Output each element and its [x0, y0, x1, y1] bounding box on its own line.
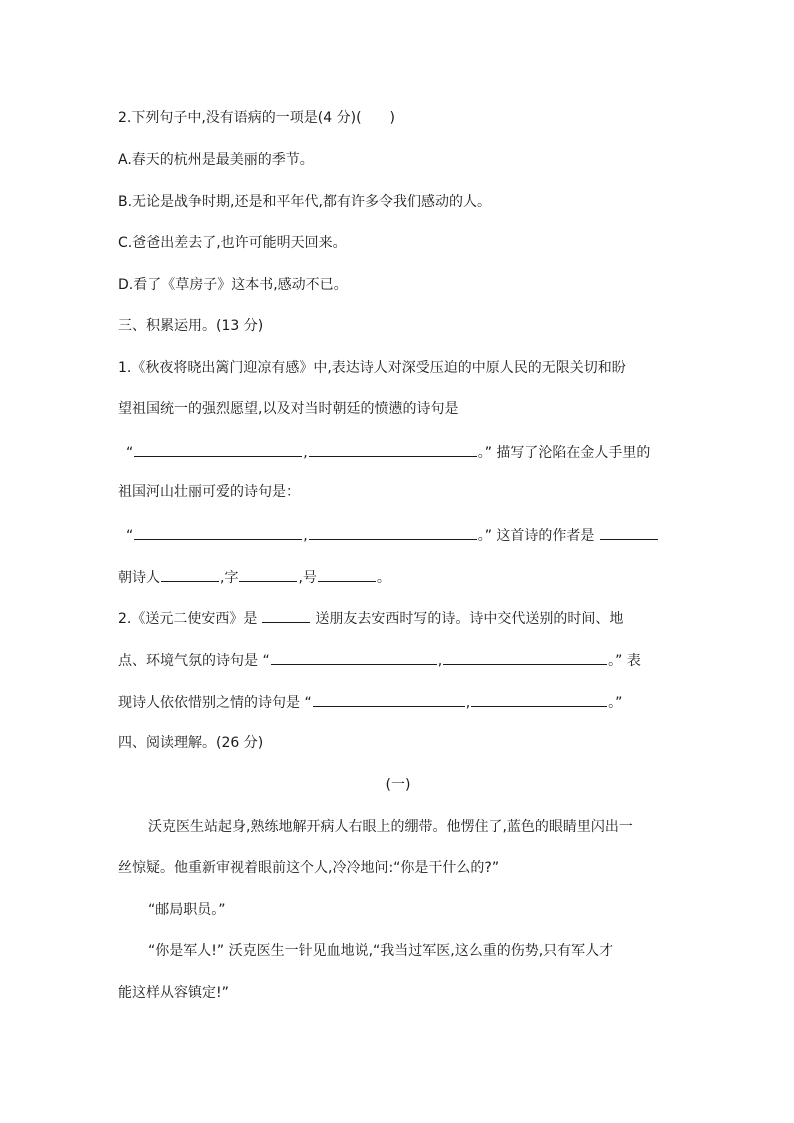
answer-blank[interactable]	[443, 648, 607, 665]
line-tail: 。” 表	[608, 653, 641, 669]
line-tail: 。”	[608, 695, 623, 711]
s3-q1-line3	[126, 440, 686, 462]
passage-part-label: (一)	[385, 777, 411, 793]
s3-q1-line5	[126, 523, 686, 545]
line-tail: 。” 这首诗的作者是	[477, 528, 595, 544]
s3-q2-line1	[118, 606, 678, 628]
s3-q1-line2: 望祖国统一的强烈愿望,以及对当时朝廷的愤懑的诗句是	[118, 401, 459, 417]
passage-p3-line1: “你是军人!” 沃克医生一针见血地说,“我当过军医,这么重的伤势,只有军人才	[148, 943, 614, 959]
s3-q1-line6	[118, 565, 678, 587]
label-pen-name: ,号	[298, 570, 317, 586]
q2-line2-text: 点、环境气氛的诗句是 “	[118, 653, 270, 669]
answer-blank-author[interactable]	[600, 523, 658, 540]
answer-blank[interactable]	[134, 440, 302, 457]
label-courtesy-name: ,字	[220, 570, 239, 586]
section-3-heading: 三、积累运用。(13 分)	[118, 318, 264, 334]
question-2-stem: 2.下列句子中,没有语病的一项是(4 分)( )	[118, 110, 396, 126]
label-dynasty-poet: 朝诗人	[118, 570, 160, 586]
answer-blank-poet-name[interactable]	[262, 606, 310, 623]
period: 。	[376, 570, 391, 586]
answer-blank[interactable]	[471, 690, 607, 707]
passage-p1-line1: 沃克医生站起身,熟练地解开病人右眼上的绷带。他愣住了,蓝色的眼睛里闪出一	[148, 819, 633, 835]
option-d: D.看了《草房子》这本书,感动不已。	[118, 277, 348, 293]
passage-p3-line2: 能这样从容镇定!”	[118, 985, 229, 1001]
s3-q1-line1: 1.《秋夜将晓出篱门迎凉有感》中,表达诗人对深受压迫的中原人民的无限关切和盼	[118, 360, 626, 376]
answer-blank[interactable]	[313, 690, 465, 707]
s3-q2-line2	[118, 648, 678, 670]
open-quote: “	[126, 528, 134, 544]
open-quote: “	[126, 445, 134, 461]
passage-p2: “邮局职员。”	[148, 902, 226, 918]
q2-line3-text: 现诗人依依惜别之情的诗句是 “	[118, 695, 312, 711]
answer-blank-pen-name[interactable]	[318, 565, 376, 582]
s3-q1-line4: 祖国河山壮丽可爱的诗句是：	[118, 484, 300, 500]
q2-text-b: 送朋友去安西时写的诗。诗中交代送别的时间、地	[315, 611, 624, 627]
answer-blank[interactable]	[134, 523, 302, 540]
comma: ,	[465, 695, 471, 711]
option-b: B.无论是战争时期,还是和平年代,都有许多令我们感动的人。	[118, 194, 491, 210]
comma: ,	[437, 653, 443, 669]
answer-blank-poet[interactable]	[161, 565, 219, 582]
option-c: C.爸爸出差去了,也许可能明天回来。	[118, 235, 347, 251]
s3-q2-line3	[118, 690, 678, 712]
line-tail: 。” 描写了沦陷在金人手里的	[477, 445, 651, 461]
comma: ,	[303, 528, 308, 544]
q2-text-a: 2.《送元二使安西》是	[118, 611, 258, 627]
answer-blank-courtesy[interactable]	[239, 565, 297, 582]
answer-blank[interactable]	[271, 648, 437, 665]
passage-p1-line2: 丝惊疑。他重新审视着眼前这个人,冷冷地问:“你是干什么的?”	[118, 860, 500, 876]
section-4-heading: 四、阅读理解。(26 分)	[118, 735, 264, 751]
comma: ,	[303, 445, 308, 461]
answer-blank[interactable]	[309, 523, 477, 540]
answer-blank[interactable]	[309, 440, 477, 457]
option-a: A.春天的杭州是最美丽的季节。	[118, 152, 314, 168]
